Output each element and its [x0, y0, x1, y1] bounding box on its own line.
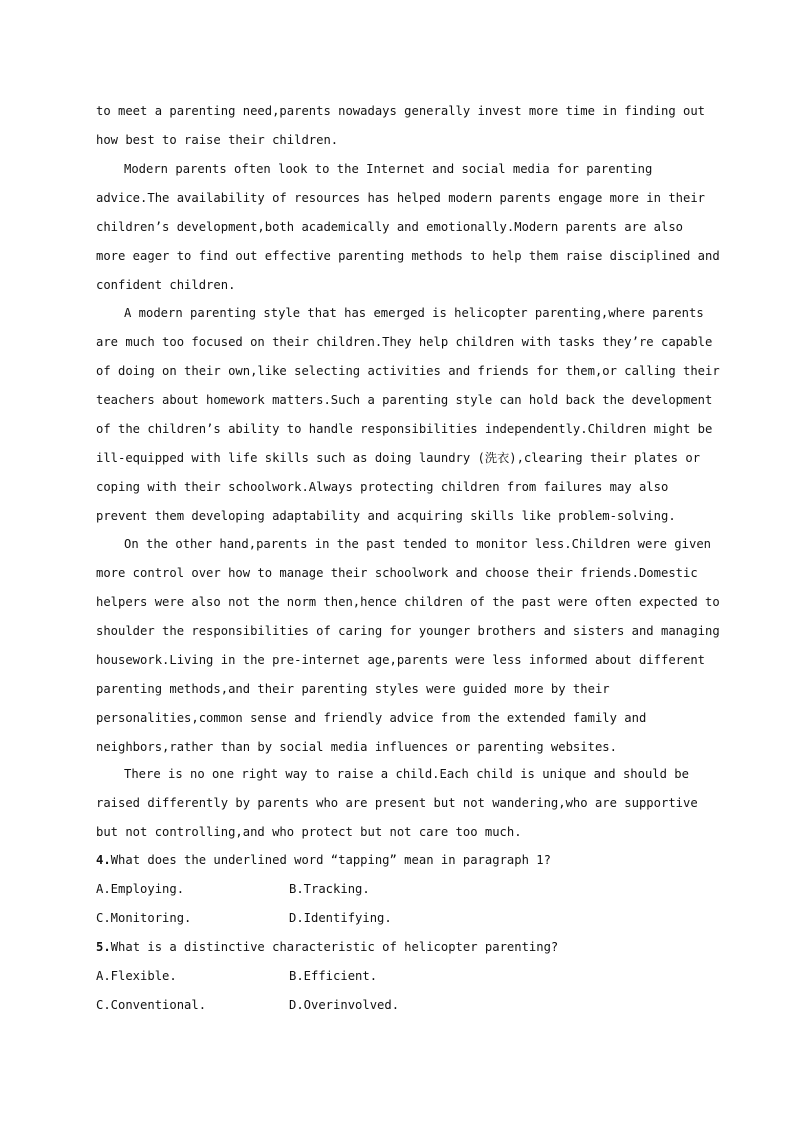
- option-b[interactable]: B.Efficient.: [289, 969, 378, 983]
- option-row: [96, 904, 696, 933]
- text-line: A modern parenting style that has emerged is helicopter parenting,where parents: [124, 306, 704, 320]
- option-b[interactable]: B.Tracking.: [289, 882, 370, 896]
- text-line: teachers about homework matters.Such a parenting style can hold back the development: [96, 393, 713, 407]
- text-line: personalities,common sense and friendly advice from the extended family and: [96, 711, 647, 725]
- paragraph-helicopter-parenting: [96, 299, 720, 531]
- option-d[interactable]: D.Overinvolved.: [289, 998, 400, 1012]
- question-4-options: [96, 875, 696, 933]
- text-line: shoulder the responsibilities of caring for younger brothers and sisters and managing: [96, 624, 720, 638]
- question-text: What does the underlined word “tapping” mean in paragraph 1?: [110, 853, 551, 867]
- option-a[interactable]: A.Employing.: [96, 882, 185, 896]
- text-line: are much too focused on their children.They help children with tasks they’re capable: [96, 335, 713, 349]
- text-line: how best to raise their children.: [96, 133, 339, 147]
- text-line: of doing on their own,like selecting activities and friends for them,or calling their: [96, 364, 720, 378]
- question-4: [96, 846, 696, 875]
- text-line: confident children.: [96, 278, 236, 292]
- question-stem: [96, 933, 696, 962]
- text-line: Modern parents often look to the Internet and social media for parenting: [124, 162, 653, 176]
- option-a[interactable]: A.Flexible.: [96, 969, 177, 983]
- paragraph-modern-parents: [96, 155, 720, 300]
- question-number: 4.: [96, 853, 111, 867]
- option-d[interactable]: D.Identifying.: [289, 911, 392, 925]
- option-row: [96, 991, 696, 1020]
- paragraph-past-parents: [96, 530, 720, 762]
- text-line: to meet a parenting need,parents nowadays generally invest more time in finding out: [96, 104, 706, 118]
- text-line: housework.Living in the pre-internet age,parents were less informed about different: [96, 653, 706, 667]
- text-line: ill-equipped with life skills such as doing laundry (洗衣),clearing their plates or: [96, 451, 701, 465]
- text-line: advice.The availability of resources has helped modern parents engage more in their: [96, 191, 706, 205]
- text-line: neighbors,rather than by social media influences or parenting websites.: [96, 740, 617, 754]
- option-row: [96, 875, 696, 904]
- option-c[interactable]: C.Monitoring.: [96, 911, 192, 925]
- text-line: more eager to find out effective parenting methods to help them raise disciplined and: [96, 249, 720, 263]
- question-stem: [96, 846, 696, 875]
- question-5: [96, 933, 696, 962]
- text-line: children’s development,both academically and emotionally.Modern parents are also: [96, 220, 683, 234]
- question-number: 5.: [96, 940, 111, 954]
- text-line: raised differently by parents who are present but not wandering,who are supportive: [96, 796, 698, 810]
- text-line: helpers were also not the norm then,hence children of the past were often expected to: [96, 595, 720, 609]
- text-line: On the other hand,parents in the past tended to monitor less.Children were given: [124, 537, 711, 551]
- text-line: coping with their schoolwork.Always protecting children from failures may also: [96, 480, 669, 494]
- question-5-options: [96, 962, 696, 1020]
- text-line: but not controlling,and who protect but not care too much.: [96, 825, 522, 839]
- text-line: prevent them developing adaptability and acquiring skills like problem-solving.: [96, 509, 676, 523]
- text-line: parenting methods,and their parenting styles were guided more by their: [96, 682, 610, 696]
- paragraph-conclusion: [96, 760, 696, 847]
- option-c[interactable]: C.Conventional.: [96, 998, 207, 1012]
- text-line: of the children’s ability to handle responsibilities independently.Children might be: [96, 422, 713, 436]
- text-line: more control over how to manage their schoolwork and choose their friends.Domestic: [96, 566, 698, 580]
- question-text: What is a distinctive characteristic of helicopter parenting?: [110, 940, 559, 954]
- text-line: There is no one right way to raise a child.Each child is unique and should be: [124, 767, 689, 781]
- paragraph-continuation: [96, 97, 706, 155]
- option-row: [96, 962, 696, 991]
